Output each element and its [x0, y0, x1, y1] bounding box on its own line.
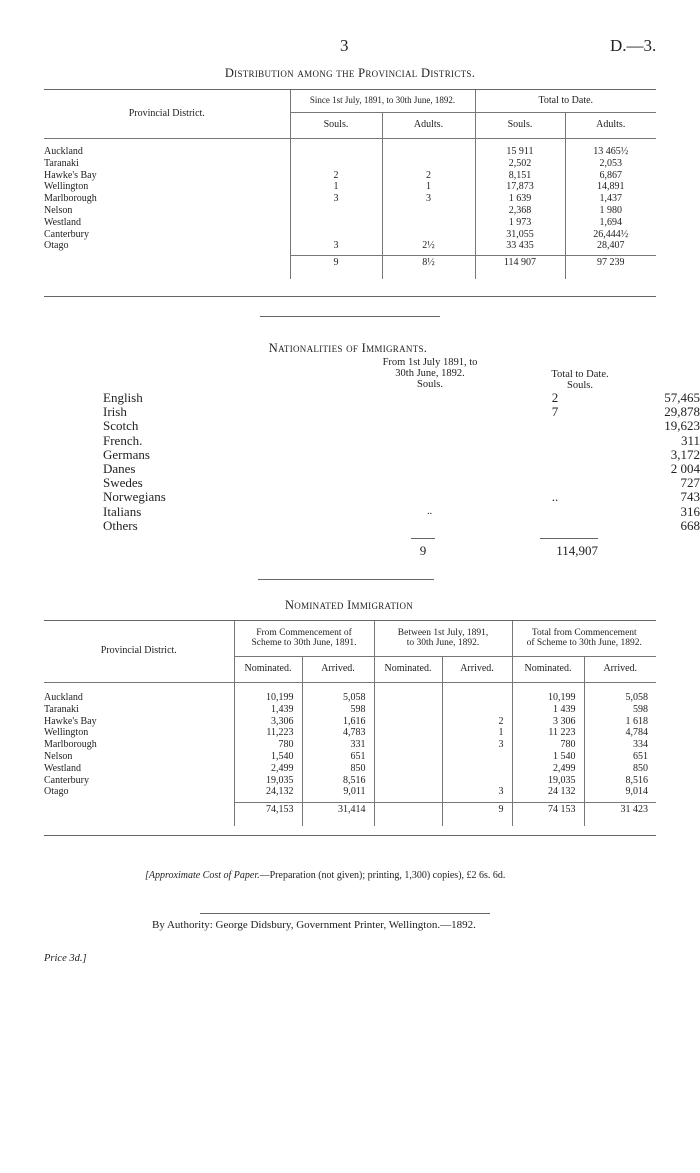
cell-t-souls: 31,055 [475, 229, 565, 241]
col-district-header: Provincial District. [128, 107, 205, 119]
cell-n3: 1 540 [512, 751, 584, 763]
total-to-date-adults: 97 239 [565, 255, 656, 269]
cell-n2 [374, 751, 442, 763]
cell-t-adults: 6,867 [565, 170, 656, 182]
cell-souls: 1 [290, 181, 382, 193]
nat-mid-dots [332, 476, 507, 490]
cell-a2 [442, 775, 512, 787]
separator-rule [260, 316, 440, 317]
cell-a3: 9,014 [584, 786, 656, 798]
cell-a3: 334 [584, 739, 656, 751]
nat-period-value [507, 462, 604, 476]
distribution-total-row [44, 255, 656, 269]
cell-t-souls: 1 639 [475, 193, 565, 205]
nat-total-value: 57,465 [664, 390, 700, 405]
cell-n3: 3 306 [512, 716, 584, 728]
cell-t-adults: 1,694 [565, 217, 656, 229]
nationality-row [103, 405, 700, 419]
separator-rule-2 [258, 579, 434, 580]
cell-souls [290, 205, 382, 217]
cell-n2 [374, 704, 442, 716]
printer-authority: By Authority: George Didsbury, Government Printer, Wellington.—1892. [152, 919, 476, 931]
total-souls: 9 [290, 255, 382, 269]
cell-a1: 5,058 [302, 692, 374, 704]
nom-group-total: Total from Commencement of Scheme to 30th June, 1892. [512, 621, 656, 656]
cell-t-adults: 28,407 [565, 240, 656, 252]
cell-adults: 2½ [382, 240, 475, 252]
nat-period-value [507, 419, 604, 433]
nat-total-sum-rule [540, 538, 598, 539]
district-name: Auckland [44, 146, 83, 157]
cell-a2: 1 [442, 727, 512, 739]
nominated-bottom-rule [44, 835, 656, 836]
nominated-row [44, 727, 656, 739]
distribution-row [44, 193, 656, 205]
nationality-name: Italians [103, 503, 142, 519]
cell-n1: 1,439 [234, 704, 302, 716]
nom-arrived-2: Arrived. [442, 656, 512, 682]
cell-adults: 3 [382, 193, 475, 205]
distribution-table [44, 90, 656, 279]
cell-n3: 19,035 [512, 775, 584, 787]
cell-a1: 651 [302, 751, 374, 763]
adults-header: Adults. [382, 112, 475, 138]
cell-n1: 11,223 [234, 727, 302, 739]
nominated-row [44, 716, 656, 728]
nat-mid-dots [332, 519, 507, 533]
nom-nominated-3: Nominated. [512, 656, 584, 682]
cell-souls: 2 [290, 170, 382, 182]
district-name: Taranaki [44, 157, 79, 169]
nationalities-title: Nationalities of Immigrants. [268, 341, 428, 355]
cell-a3: 850 [584, 763, 656, 775]
group-period-header: Since 1st July, 1891, to 30th June, 1892. [290, 90, 475, 112]
nom-nominated-2: Nominated. [374, 656, 442, 682]
cell-a1: 331 [302, 739, 374, 751]
nat-period-header: From 1st July 1891, to 30th June, 1892. Souls. [382, 357, 478, 390]
cell-adults [382, 217, 475, 229]
cell-a2 [442, 751, 512, 763]
total-souls-header: Souls. [475, 112, 565, 138]
nationality-name: Scotch [103, 418, 139, 434]
cell-adults: 1 [382, 181, 475, 193]
cell-n3: 24 132 [512, 786, 584, 798]
nom-group-from-commencement: From Commencement of Scheme to 30th June, 1891. [234, 621, 374, 656]
cell-n3: 10,199 [512, 692, 584, 704]
nat-mid-dots [332, 448, 507, 462]
nom-group-between: Between 1st July, 1891, to 30th June, 1892. [374, 621, 512, 656]
footer-rule [200, 913, 490, 914]
distribution-row [44, 146, 656, 158]
nationality-row [103, 419, 700, 433]
cost-note: [Approximate Cost of Paper.—Preparation (not given); printing, 1,300) copies), £2 6s. 6d. [145, 870, 506, 881]
nat-total-value: 311 [680, 432, 700, 448]
nat-total-value: 19,623 [664, 418, 700, 434]
district-name: Nelson [44, 750, 73, 762]
district-name: Nelson [44, 204, 73, 216]
cell-t-souls: 33 435 [475, 240, 565, 252]
cell-t-souls: 17,873 [475, 181, 565, 193]
nat-total-value: 2 004 [670, 461, 700, 477]
cell-a2 [442, 763, 512, 775]
price: Price 3d.] [44, 953, 87, 964]
cell-adults [382, 158, 475, 170]
cell-a2: 3 [442, 786, 512, 798]
nat-mid-dots: .. [427, 505, 433, 517]
cell-a3: 4,784 [584, 727, 656, 739]
cell-t-adults: 14,891 [565, 181, 656, 193]
cell-n1: 24,132 [234, 786, 302, 798]
document-code: D.—3. [610, 36, 657, 55]
cell-n2 [374, 727, 442, 739]
distribution-row [44, 158, 656, 170]
section1-bottom-rule [44, 296, 656, 297]
total-adults-header: Adults. [565, 112, 656, 138]
cell-a2: 2 [442, 716, 512, 728]
cell-t-souls: 2,502 [475, 158, 565, 170]
nominated-row [44, 739, 656, 751]
district-name: Canterbury [44, 774, 89, 786]
district-name: Hawke's Bay [44, 169, 97, 181]
nat-mid-dots [332, 462, 507, 476]
cell-a3: 651 [584, 751, 656, 763]
nominated-table [44, 621, 656, 826]
cell-t-adults: 26,444½ [565, 229, 656, 241]
nationalities-table [103, 391, 700, 533]
nat-mid-dots [332, 434, 507, 448]
souls-header: Souls. [290, 112, 382, 138]
cell-a3: 1 618 [584, 716, 656, 728]
cell-souls [290, 217, 382, 229]
nominated-row [44, 704, 656, 716]
total-to-date-souls: 114 907 [475, 255, 565, 269]
nationality-row [103, 391, 700, 405]
district-name: Marlborough [44, 739, 97, 751]
cell-t-souls: 2,368 [475, 205, 565, 217]
cell-a2 [442, 704, 512, 716]
nat-period-value [507, 448, 604, 462]
cell-a1: 598 [302, 704, 374, 716]
cell-a1: 9,011 [302, 786, 374, 798]
distribution-row [44, 240, 656, 252]
nominated-row [44, 692, 656, 704]
cell-t-souls: 8,151 [475, 170, 565, 182]
nationality-row [103, 448, 700, 462]
cell-n3: 780 [512, 739, 584, 751]
district-name: Wellington [44, 181, 89, 193]
nom-arrived-1: Arrived. [302, 656, 374, 682]
nominated-row [44, 786, 656, 798]
nominated-total-row: 74,153 31,414 9 74 153 31 423 [44, 802, 656, 816]
nationality-row [103, 476, 700, 490]
nat-mid-dots [332, 391, 507, 405]
nationality-name: Germans [103, 446, 150, 462]
nat-total-value: 743 [680, 489, 700, 505]
cell-a2: 3 [442, 739, 512, 751]
nat-period-sum-rule [411, 538, 435, 539]
nationality-row [103, 490, 700, 504]
nat-period-value: 7 [551, 404, 559, 420]
cell-n1: 19,035 [234, 775, 302, 787]
distribution-row [44, 170, 656, 182]
district-name: Westland [44, 762, 81, 774]
cell-n2 [374, 692, 442, 704]
nat-mid-dots [332, 490, 507, 504]
page-number: 3 [340, 36, 349, 55]
nom-col-district: Provincial District. [100, 645, 177, 657]
nationality-name: Swedes [103, 475, 143, 491]
cell-t-adults: 13 465½ [565, 146, 656, 158]
district-name: Auckland [44, 692, 83, 703]
nationality-row [103, 462, 700, 476]
cell-n1: 2,499 [234, 763, 302, 775]
district-name: Marlborough [44, 193, 97, 205]
distribution-row [44, 217, 656, 229]
nat-period-total: 9 [419, 543, 427, 558]
group-total-header: Total to Date. [475, 90, 656, 112]
cell-adults [382, 146, 475, 158]
district-name: Canterbury [44, 228, 89, 240]
nationality-name: Danes [103, 461, 136, 477]
cell-a3: 8,516 [584, 775, 656, 787]
cell-a1: 1,616 [302, 716, 374, 728]
nat-total-header: Total to Date. Souls. [551, 369, 609, 391]
cell-t-adults: 1,437 [565, 193, 656, 205]
nom-arrived-3: Arrived. [584, 656, 656, 682]
nationality-row [103, 434, 700, 448]
nat-period-value [507, 505, 604, 519]
nationality-name: Others [103, 517, 138, 533]
cell-n2 [374, 739, 442, 751]
nationality-name: Irish [103, 404, 127, 420]
nat-total-value: 316 [680, 503, 700, 519]
nationality-row [103, 505, 700, 519]
district-name: Taranaki [44, 703, 79, 715]
nominated-row [44, 775, 656, 787]
cell-n1: 1,540 [234, 751, 302, 763]
cell-n3: 11 223 [512, 727, 584, 739]
cell-n2 [374, 763, 442, 775]
nationality-name: French. [103, 432, 143, 448]
nat-period-value [507, 434, 604, 448]
nat-period-value [507, 476, 604, 490]
nat-period-value [507, 519, 604, 533]
cell-n3: 1 439 [512, 704, 584, 716]
nominated-title: Nominated Immigration [284, 598, 414, 612]
cell-a3: 5,058 [584, 692, 656, 704]
total-adults: 8½ [382, 255, 475, 269]
cell-a2 [442, 692, 512, 704]
cell-t-souls: 15 911 [475, 146, 565, 158]
district-name: Otago [44, 786, 69, 798]
nat-grand-total: 114,907 [556, 543, 598, 558]
distribution-row [44, 205, 656, 217]
cell-n2 [374, 786, 442, 798]
district-name: Westland [44, 216, 81, 228]
distribution-title: Distribution among the Provincial Districts. [224, 66, 476, 80]
cell-t-adults: 2,053 [565, 158, 656, 170]
cell-n1: 10,199 [234, 692, 302, 704]
cell-souls [290, 146, 382, 158]
cell-a3: 598 [584, 704, 656, 716]
distribution-row [44, 181, 656, 193]
nat-total-value: 29,878 [664, 404, 700, 420]
cell-t-souls: 1 973 [475, 217, 565, 229]
cell-adults [382, 205, 475, 217]
nom-nominated-1: Nominated. [234, 656, 302, 682]
distribution-row [44, 229, 656, 241]
cell-n1: 780 [234, 739, 302, 751]
cell-n3: 2,499 [512, 763, 584, 775]
nat-mid-dots [332, 405, 507, 419]
nat-period-value: .. [551, 489, 559, 505]
nationality-row [103, 519, 700, 533]
cell-n2 [374, 775, 442, 787]
nat-total-value: 668 [680, 517, 700, 533]
cell-a1: 4,783 [302, 727, 374, 739]
cell-souls [290, 158, 382, 170]
cell-adults: 2 [382, 170, 475, 182]
nominated-row [44, 763, 656, 775]
district-name: Hawke's Bay [44, 715, 97, 727]
cell-a1: 8,516 [302, 775, 374, 787]
nominated-row [44, 751, 656, 763]
cell-adults [382, 229, 475, 241]
nationality-name: English [103, 390, 143, 405]
nationality-name: Norwegians [103, 489, 166, 505]
cell-n1: 3,306 [234, 716, 302, 728]
cell-n2 [374, 716, 442, 728]
cell-souls: 3 [290, 240, 382, 252]
nat-total-value: 3,172 [670, 446, 700, 462]
cell-souls: 3 [290, 193, 382, 205]
cell-a1: 850 [302, 763, 374, 775]
district-name: Wellington [44, 727, 89, 739]
nat-period-value: 2 [551, 390, 559, 405]
nat-mid-dots [332, 419, 507, 433]
cell-t-adults: 1 980 [565, 205, 656, 217]
district-name: Otago [44, 240, 69, 252]
nat-total-value: 727 [680, 475, 700, 491]
cell-souls [290, 229, 382, 241]
